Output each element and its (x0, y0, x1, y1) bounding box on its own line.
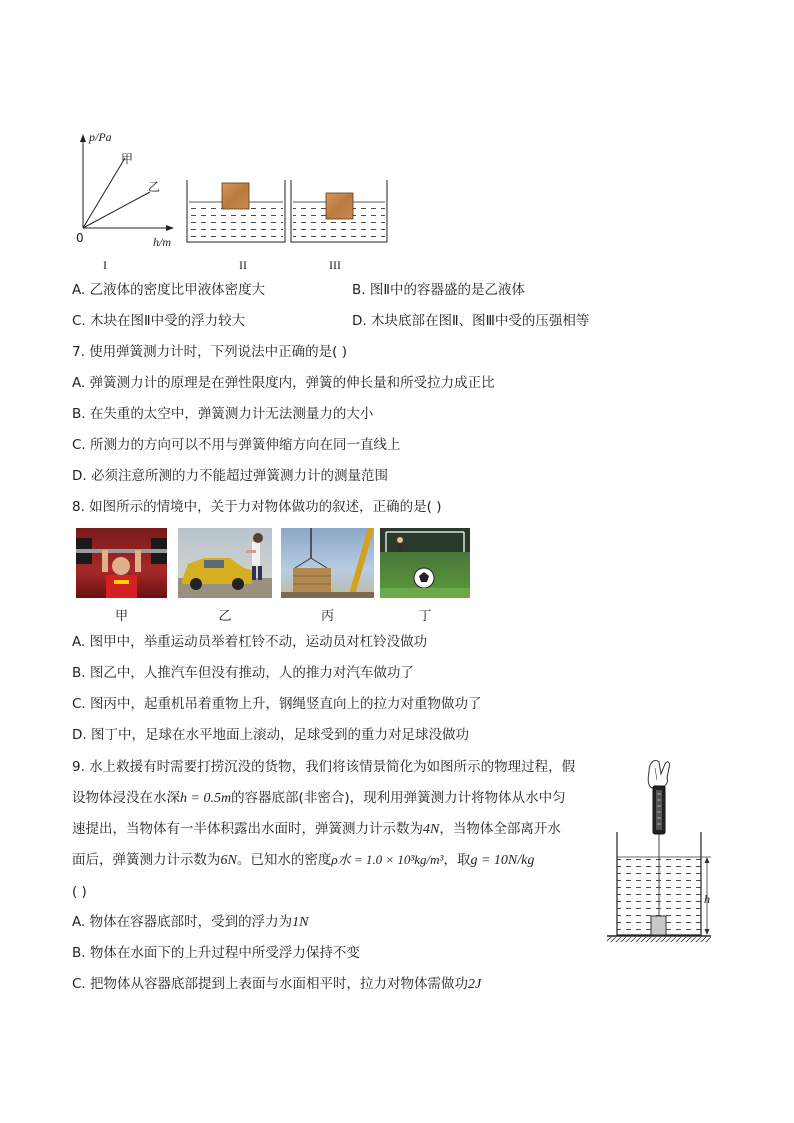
q7-option-d: D. 必须注意所测的力不能超过弹簧测力计的测量范围 (72, 468, 388, 484)
q9-line3: 速提出，当物体有一半体积露出水面时，弹簧测力计示数为4N，当物体全部离开水 (72, 821, 561, 837)
figure-label-ii: II (239, 258, 247, 272)
photo-label-ding: 丁 (418, 609, 432, 624)
q7-option-a: A. 弹簧测力计的原理是在弹性限度内，弹簧的伸长量和所受拉力成正比 (72, 375, 495, 391)
q9-option-a: A. 物体在容器底部时，受到的浮力为1N (72, 914, 309, 930)
y-axis-label: p/Pa (89, 130, 112, 144)
q9-blank: ( ) (72, 884, 87, 900)
figure-label-i: I (103, 258, 107, 272)
line-yi-label: 乙 (148, 180, 161, 194)
q6-option-d: D. 木块底部在图Ⅱ、图Ⅲ中受的压强相等 (352, 313, 590, 329)
q7-stem: 7. 使用弹簧测力计时，下列说法中正确的是( ) (72, 344, 347, 360)
q9-option-b: B. 物体在水面下的上升过程中所受浮力保持不变 (72, 945, 360, 961)
photo-label-jia: 甲 (114, 609, 128, 624)
spring-scale-icon (653, 786, 665, 834)
q6-option-a: A. 乙液体的密度比甲液体密度大 (72, 282, 266, 298)
photo-weightlifter (76, 528, 167, 598)
photo-pushing-car (178, 528, 272, 598)
q8-option-c: C. 图丙中，起重机吊着重物上升，钢绳竖直向上的拉力对重物做功了 (72, 696, 482, 712)
q9-line2: 设物体浸没在水深h = 0.5m的容器底部(非密合)，现利用弹簧测力计将物体从水中匀 (72, 790, 566, 806)
q6-figure (70, 128, 400, 278)
hand-icon (648, 760, 669, 788)
q6-option-c: C. 木块在图Ⅱ中受的浮力较大 (72, 313, 246, 329)
container-iii (291, 180, 387, 242)
q7-option-b: B. 在失重的太空中，弹簧测力计无法测量力的大小 (72, 406, 374, 422)
x-axis-label: h/m (153, 235, 171, 249)
q6-option-b: B. 图Ⅱ中的容器盛的是乙液体 (352, 282, 525, 298)
q8-option-b: B. 图乙中，人推汽车但没有推动，人的推力对汽车做功了 (72, 665, 414, 681)
q9-line4: 面后，弹簧测力计示数为6N。已知水的密度ρ水 = 1.0 × 10³kg/m³，取g = 10N/kg (72, 852, 535, 868)
photo-soccer (380, 528, 470, 598)
q8-stem: 8. 如图所示的情境中，关于力对物体做功的叙述，正确的是( ) (72, 499, 442, 515)
origin-label: 0 (76, 231, 84, 245)
q7-option-c: C. 所测力的方向可以不用与弹簧伸缩方向在同一直线上 (72, 437, 401, 453)
container-ii (187, 180, 285, 242)
photo-label-yi: 乙 (218, 609, 232, 624)
q8-option-a: A. 图甲中，举重运动员举着杠铃不动，运动员对杠铃没做功 (72, 634, 428, 650)
q8-option-d: D. 图丁中，足球在水平地面上滚动，足球受到的重力对足球没做功 (72, 727, 469, 743)
q9-line1: 9. 水上救援有时需要打捞沉没的货物，我们将该情景简化为如图所示的物理过程，假 (72, 759, 576, 775)
line-jia-label: 甲 (121, 152, 134, 166)
photo-crane (281, 528, 374, 598)
q9-figure (605, 758, 725, 944)
figure-label-iii: III (329, 258, 341, 272)
photo-label-bing: 丙 (320, 609, 334, 624)
q9-option-c: C. 把物体从容器底部提到上表面与水面相平时，拉力对物体需做功2J (72, 976, 482, 992)
depth-h-label: h (704, 892, 710, 906)
